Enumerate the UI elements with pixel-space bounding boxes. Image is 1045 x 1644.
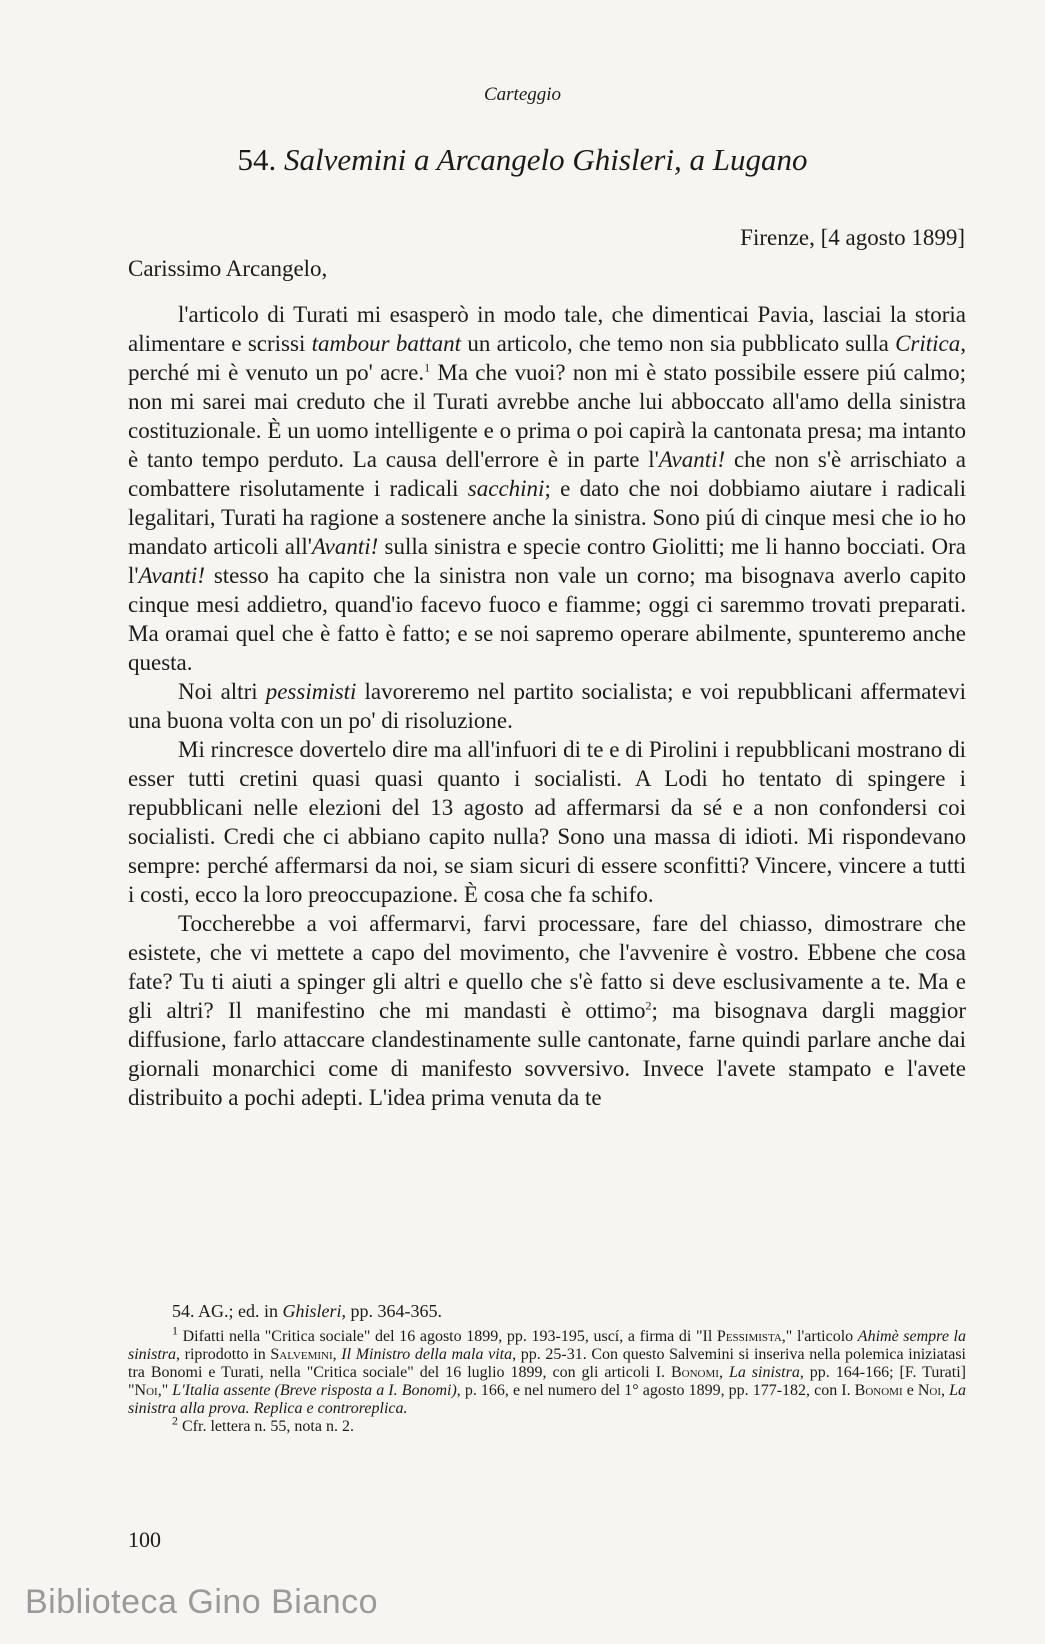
footnote: [128, 1413, 966, 1436]
paragraph: [128, 735, 966, 909]
text-run: Cfr. lettera n. 55, nota n. 2.: [178, 1418, 354, 1435]
text-run: ,: [718, 1364, 729, 1381]
text-run: , pp. 25-31. Con questo Salvemini si inseriva nella polemica iniziatasi tra Bonomi e Turati, nella "Critica sociale" del 16 luglio 1899, con gli articoli I.: [128, 1346, 966, 1381]
page-number: 100: [128, 1527, 161, 1552]
paragraph: [128, 300, 966, 677]
text-run: l'articolo di Turati mi esasperò in modo tale, che dimenticai Pavia, lasciai la storia alimentare e scrissi: [128, 302, 966, 356]
text-run: , pp. 364-365.: [341, 1301, 443, 1321]
footnote-marker: 2: [645, 998, 652, 1013]
text-run: ,: [332, 1346, 342, 1363]
italic-text: Il Ministro della mala vita: [341, 1346, 513, 1363]
text-run: ,: [941, 1382, 950, 1399]
text-run: un articolo, che temo non sia pubblicato sulla: [461, 331, 896, 356]
italic-text: La sinistra: [728, 1364, 800, 1381]
text-run: 54. AG.; ed. in: [172, 1301, 283, 1321]
text-run: Mi rincresce dovertelo dire ma all'infuori di te e di Pirolini i repubblicani mostrano di esser tutti cretini quasi quasi quanto i socialisti. A Lodi ho tentato di spingere i repubblicani nelle elezioni del 13 agosto ad affermarsi da sé e a non confondersi coi socialisti. Credi che ci abbiano capito nulla? Sono una massa di idioti. Mi rispondevano sempre: perché affermarsi da noi, se siam sicuri di essere sconfitti? Vincere, vincere a tutti i costi, ecco la loro preoccupazione. È cosa che fa schifo.: [128, 737, 966, 907]
footnotes: [128, 1302, 966, 1436]
footnote-marker: 1: [172, 1323, 178, 1338]
dateline: Firenze, [4 agosto 1899]: [740, 225, 965, 250]
small-caps-text: Noi: [134, 1382, 158, 1399]
running-head: Carteggio: [483, 84, 562, 105]
small-caps-text: Bonomi: [854, 1382, 903, 1399]
italic-text: Ahimè sempre la sinistra: [128, 1328, 966, 1363]
small-caps-text: Noi: [917, 1382, 942, 1399]
text-run: , pp. 164-166; [F. Turati] ": [128, 1364, 967, 1399]
italic-text: L'Italia assente (Breve risposta a I. Bonomi): [172, 1382, 457, 1399]
paragraph: [128, 909, 966, 1112]
letter-title: [0, 142, 1045, 178]
text-run: ,": [157, 1382, 173, 1399]
italic-text: La sinistra alla prova. Replica e controreplica.: [128, 1382, 966, 1417]
italic-text: Critica: [895, 331, 961, 356]
text-run: Ma che vuoi? non mi è stato possibile essere piú calmo; non mi sarei mai creduto che il Turati avrebbe anche lui abboccato all'amo della sinistra costituzionale. È un uomo intelligente e o prima o poi capirà la cantonata presa; ma intanto è tanto tempo perduto. La causa dell'errore è in parte l': [128, 360, 966, 472]
italic-text: Avanti!: [658, 447, 726, 472]
text-run: ," l'articolo: [781, 1328, 858, 1345]
italic-text: Avanti!: [311, 534, 379, 559]
text-run: lavoreremo nel partito socialista; e voi repubblicani affermatevi una buona volta con un po' di risoluzione.: [128, 679, 966, 733]
italic-text: sacchini: [467, 476, 545, 501]
text-run: , riprodotto in: [176, 1346, 271, 1363]
text-run: stesso ha capito che la sinistra non vale un corno; ma bisognava averlo capito cinque mesi addietro, quand'io facevo fuoco e fiamme; oggi ci saremmo trovati preparati. Ma oramai quel che è fatto è fatto; e se noi sapremo operare abilmente, spunteremo anche questa.: [128, 563, 966, 675]
italic-text: tambour battant: [311, 331, 462, 356]
text-run: e: [902, 1382, 918, 1399]
small-caps-text: Bonomi: [671, 1364, 719, 1381]
salutation: Carissimo Arcangelo,: [128, 256, 328, 281]
text-run: ; e dato che noi dobbiamo aiutare i radicali legalitari, Turati ha ragione a sostenere anche la sinistra. Sono piú di cinque mesi che io ho mandato articoli all': [128, 476, 966, 559]
text-run: , perché mi è venuto un po' acre.: [128, 331, 966, 385]
letter-title-text: Salvemini a Arcangelo Ghisleri, a Lugano: [283, 142, 808, 177]
text-run: ; ma bisognava dargli maggior diffusione, farlo attaccare clandestinamente sulle cantonate, farne quindi parlare anche dai giornali monarchici come di manifesto sovversivo. Invece l'avete stampato e l'avete distribuito a pochi adepti. L'idea prima venuta da te: [128, 998, 966, 1110]
text-run: Toccherebbe a voi affermarvi, farvi processare, fare del chiasso, dimostrare che esistete, che vi mettete a capo del movimento, che l'avvenire è vostro. Ebbene che cosa fate? Tu ti aiuti a spinger gli altri e quello che s'è fatto si deve esclusivamente a te. Ma e gli altri? Il manifestino che mi mandasti è ottimo: [128, 911, 966, 1023]
text-run: Noi altri: [178, 679, 266, 704]
letter-number: 54.: [237, 142, 277, 177]
letter-body: [128, 300, 966, 1112]
footnote-marker: 2: [172, 1413, 178, 1428]
archive-note: [172, 1302, 966, 1320]
footnote: [128, 1323, 967, 1418]
footnote-marker: 1: [424, 360, 431, 375]
italic-text: Avanti!: [138, 563, 205, 588]
italic-text: pessimisti: [265, 679, 357, 704]
small-caps-text: Pessimista: [716, 1328, 782, 1345]
small-caps-text: Salvemini: [270, 1346, 333, 1363]
italic-text: Ghisleri: [282, 1301, 342, 1321]
paragraph: [128, 677, 966, 735]
library-watermark: Biblioteca Gino Bianco: [25, 1583, 379, 1621]
text-run: che non s'è arrischiato a combattere risolutamente i radicali: [128, 447, 966, 501]
text-run: Difatti nella "Critica sociale" del 16 agosto 1899, pp. 193-195, uscí, a firma di "Il: [178, 1328, 717, 1345]
text-run: , p. 166, e nel numero del 1° agosto 1899, pp. 177-182, con I.: [456, 1382, 855, 1399]
text-run: sulla sinistra e specie contro Giolitti; me li hanno bocciati. Ora l': [128, 534, 966, 588]
